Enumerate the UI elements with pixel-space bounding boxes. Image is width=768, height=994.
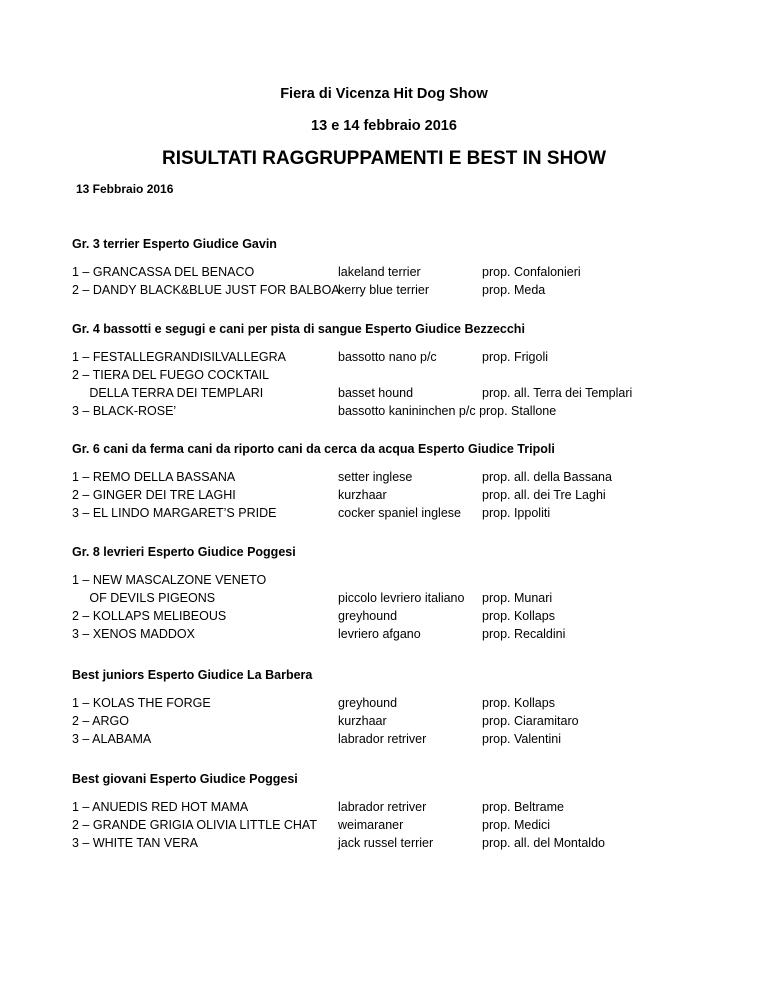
result-row	[72, 366, 712, 384]
dog-breed: labrador retriver	[338, 732, 427, 746]
day-label: 13 Febbraio 2016	[76, 182, 174, 196]
result-row	[72, 625, 712, 643]
dog-owner: prop. Meda	[482, 283, 546, 297]
dog-owner: prop. all. del Montaldo	[482, 836, 605, 850]
result-row	[72, 694, 712, 712]
section-gr8	[72, 543, 712, 643]
result-row	[72, 589, 712, 607]
dog-breed: labrador retriver	[338, 800, 427, 814]
result-row	[72, 712, 712, 730]
dog-entry: OF DEVILS PIGEONS	[72, 591, 216, 605]
dog-entry: 3 – BLACK-ROSE’	[72, 404, 177, 418]
dog-owner: prop. all. Terra dei Templari	[482, 386, 633, 400]
document-heading: RISULTATI RAGGRUPPAMENTI E BEST IN SHOW	[161, 148, 607, 169]
section-gr3	[72, 235, 712, 299]
dog-owner: prop. all. dei Tre Laghi	[482, 488, 606, 502]
dog-breed: setter inglese	[338, 470, 413, 484]
dog-breed: kurzhaar	[338, 488, 387, 502]
dog-owner: prop. Ciaramitaro	[482, 714, 579, 728]
dog-breed: weimaraner	[338, 818, 404, 832]
dog-breed: jack russel terrier	[338, 836, 434, 850]
result-row	[72, 816, 712, 834]
result-row	[72, 607, 712, 625]
section-title: Best giovani Esperto Giudice Poggesi	[72, 772, 298, 786]
result-row	[72, 384, 712, 402]
dog-owner: prop. Recaldini	[482, 627, 566, 641]
dog-breed: lakeland terrier	[338, 265, 421, 279]
dog-owner: prop. Kollaps	[482, 696, 555, 710]
dog-entry: 1 – REMO DELLA BASSANA	[72, 470, 236, 484]
dog-entry: 2 – GINGER DEI TRE LAGHI	[72, 488, 236, 502]
dog-breed: greyhound	[338, 609, 398, 623]
dog-entry: 2 – GRANDE GRIGIA OLIVIA LITTLE CHAT	[72, 818, 317, 832]
dog-breed: piccolo levriero italiano	[338, 591, 465, 605]
result-row	[72, 798, 712, 816]
result-row	[72, 571, 712, 589]
section-best-giovani	[72, 770, 712, 852]
dog-breed: bassotto kanininchen p/c prop. Stallone	[338, 404, 557, 418]
dog-entry: 3 – ALABAMA	[72, 732, 152, 746]
result-row	[72, 504, 712, 522]
dog-breed: basset hound	[338, 386, 414, 400]
dog-entry: 1 – GRANCASSA DEL BENACO	[72, 265, 255, 279]
section-best-juniors	[72, 666, 712, 748]
dog-breed: kurzhaar	[338, 714, 387, 728]
dog-breed: levriero afgano	[338, 627, 421, 641]
dog-entry: 3 – EL LINDO MARGARET’S PRIDE	[72, 506, 277, 520]
dog-entry: 3 – WHITE TAN VERA	[72, 836, 198, 850]
dog-entry: 2 – DANDY BLACK&BLUE JUST FOR BALBOA	[72, 283, 340, 297]
section-gr6	[72, 440, 712, 522]
dog-entry: 2 – TIERA DEL FUEGO COCKTAIL	[72, 368, 270, 382]
dog-breed: kerry blue terrier	[338, 283, 429, 297]
dog-entry: 1 – FESTALLEGRANDISILVALLEGRA	[72, 350, 286, 364]
section-title: Gr. 6 cani da ferma cani da riporto cani da cerca da acqua Esperto Giudice Tripoli	[72, 442, 555, 456]
dog-owner: prop. Medici	[482, 818, 551, 832]
result-row	[72, 730, 712, 748]
document-title: Fiera di Vicenza Hit Dog Show	[280, 86, 488, 102]
section-title: Gr. 4 bassotti e segugi e cani per pista di sangue Esperto Giudice Bezzecchi	[72, 322, 525, 336]
result-row	[72, 834, 712, 852]
result-row	[72, 468, 712, 486]
dog-owner: prop. Frigoli	[482, 350, 548, 364]
dog-breed: greyhound	[338, 696, 398, 710]
result-row	[72, 486, 712, 504]
result-row	[72, 281, 712, 299]
dog-entry: 2 – KOLLAPS MELIBEOUS	[72, 609, 227, 623]
result-row	[72, 348, 712, 366]
section-title: Gr. 8 levrieri Esperto Giudice Poggesi	[72, 545, 296, 559]
dog-breed: cocker spaniel inglese	[338, 506, 461, 520]
document-dates: 13 e 14 febbraio 2016	[311, 118, 457, 134]
dog-owner: prop. Beltrame	[482, 800, 564, 814]
dog-entry: 3 – XENOS MADDOX	[72, 627, 195, 641]
dog-entry: 2 – ARGO	[72, 714, 129, 728]
dog-owner: prop. Valentini	[482, 732, 561, 746]
dog-breed: bassotto nano p/c	[338, 350, 437, 364]
dog-entry: DELLA TERRA DEI TEMPLARI	[72, 386, 264, 400]
result-row	[72, 402, 712, 420]
dog-entry: 1 – ANUEDIS RED HOT MAMA	[72, 800, 249, 814]
section-title: Gr. 3 terrier Esperto Giudice Gavin	[72, 237, 277, 251]
result-row	[72, 263, 712, 281]
dog-entry: 1 – NEW MASCALZONE VENETO	[72, 573, 267, 587]
section-title: Best juniors Esperto Giudice La Barbera	[72, 668, 313, 682]
dog-owner: prop. all. della Bassana	[482, 470, 612, 484]
dog-entry: 1 – KOLAS THE FORGE	[72, 696, 211, 710]
dog-owner: prop. Confalonieri	[482, 265, 581, 279]
section-gr4	[72, 320, 712, 420]
dog-owner: prop. Ippoliti	[482, 506, 551, 520]
dog-owner: prop. Kollaps	[482, 609, 555, 623]
dog-owner: prop. Munari	[482, 591, 553, 605]
